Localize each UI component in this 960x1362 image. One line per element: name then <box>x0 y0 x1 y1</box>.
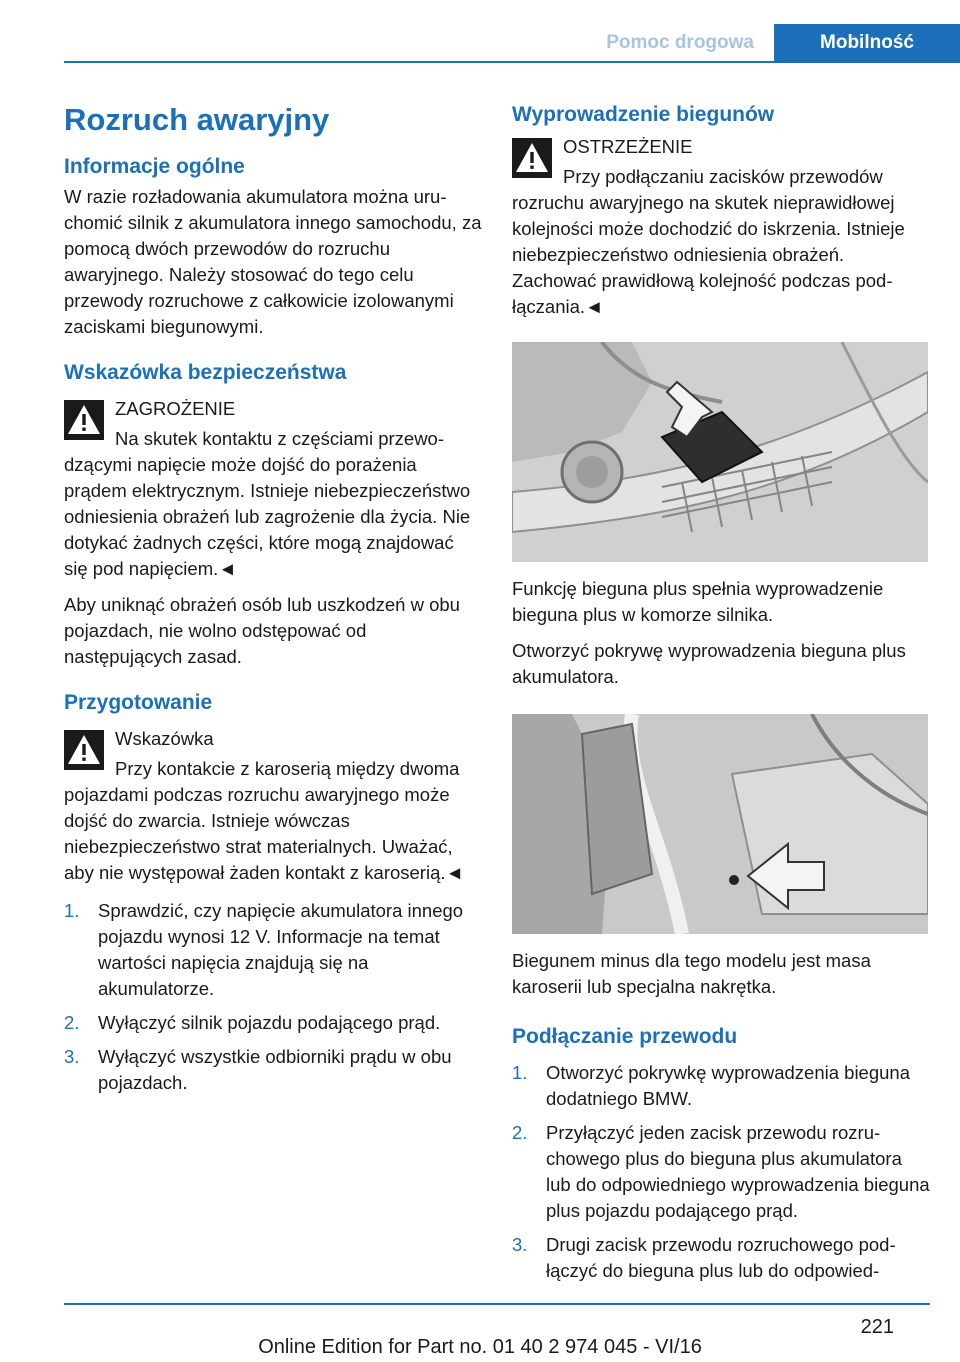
header-tabs <box>586 24 960 62</box>
edition-text: Online Edition for Part no. 01 40 2 974 045 - VI/16 <box>258 1336 702 1358</box>
footer-rule <box>64 1303 930 1305</box>
warning-text: Przy podłączaniu zacisków przewodów rozruchu awaryjnego na skutek nieprawidłowej kolejności może dochodzić do iskrzenia. Istnieje niebezpieczeństwo odniesienia obrażeń. Zachować prawidłową kolejność podczas podłączania.◄ <box>512 166 905 317</box>
page-title: Rozruch awaryjny <box>64 102 330 137</box>
open-cover-text: Otworzyć pokrywę wyprowadzenia bieguna plus akumulatora. <box>512 640 906 687</box>
page-number: 221 <box>860 1316 894 1338</box>
header-rule <box>64 61 960 63</box>
list-item: 1. Sprawdzić, czy napięcie akumulatora innego pojazdu wynosi 12 V. Informacje na temat wartości napięcia znajdują się na akumulatorze. <box>64 900 464 999</box>
danger-block <box>64 396 482 582</box>
warning-title: OSTRZEŻENIE <box>563 136 693 157</box>
note-text: Przy kontakcie z karoserią między dwoma pojazdami podczas rozruchu awaryjnego może dojść do zwarcia. Istnieje wówczas niebezpieczeństwo strat materialnych. Uważać, aby nie występował żaden kontakt z karoserią.◄ <box>64 758 464 883</box>
engine-bay-photo-plus-terminal <box>512 342 928 562</box>
safety-heading: Wskazówka bezpieczeństwa <box>64 361 347 384</box>
connect-steps <box>512 1060 930 1284</box>
left-column <box>64 96 482 1104</box>
prep-heading: Przygotowanie <box>64 691 213 714</box>
right-column <box>512 96 930 1292</box>
prep-steps <box>64 898 482 1096</box>
warning-block <box>512 134 930 320</box>
warning-triangle-icon <box>64 400 104 440</box>
danger-text: Na skutek kontaktu z częściami przewodzącymi napięcie może dojść do porażenia prądem elektrycznym. Istnieje niebezpieczeństwo odniesienia obrażeń lub zagrożenie dla życia. Nie dotykać żadnych części, które mogą znajdować się pod napięciem.◄ <box>64 428 471 579</box>
warning-triangle-icon <box>512 138 552 178</box>
list-item: 3. Drugi zacisk przewodu rozruchowego podłączyć do bieguna plus lub do odpowied- <box>512 1234 896 1281</box>
list-item: 2. Przyłączyć jeden zacisk przewodu rozruchowego plus do bieguna plus akumulatora lub do odpowiedniego wyprowadzenia bieguna plus pojazdu podającego prąd. <box>512 1122 930 1221</box>
plus-text: Funkcję bieguna plus spełnia wyprowadzenie bieguna plus w komorze silnika. <box>512 578 884 625</box>
general-heading: Informacje ogólne <box>64 155 245 178</box>
warning-triangle-icon <box>64 730 104 770</box>
general-text: W razie rozładowania akumulatora można uruchomić silnik z akumulatora innego samochodu, za pomocą dwóch przewodów do rozruchu awaryjnego. Należy stosować do tego celu przewody rozruchowe z całkowicie izolowanymi zaciskami biegunowymi. <box>64 186 482 337</box>
note-title: Wskazówka <box>115 728 214 749</box>
tab-pomoc-drogowa[interactable]: Pomoc drogowa <box>586 24 774 62</box>
list-item: 2. Wyłączyć silnik pojazdu podającego prąd. <box>64 1012 441 1033</box>
tab-mobilnosc[interactable]: Mobilność <box>774 24 960 62</box>
note-block <box>64 726 482 886</box>
list-item: 1. Otworzyć pokrywkę wyprowadzenia bieguna dodatniego BMW. <box>512 1062 911 1109</box>
avoid-text: Aby uniknąć obrażeń osób lub uszkodzeń w obu pojazdach, nie wolno odstępować od następujących zasad. <box>64 594 460 667</box>
terminals-heading: Wyprowadzenie biegunów <box>512 103 775 126</box>
danger-title: ZAGROŻENIE <box>115 398 236 419</box>
connect-heading: Podłączanie przewodu <box>512 1025 738 1048</box>
minus-text: Biegunem minus dla tego modelu jest masa karoserii lub specjalna nakrętka. <box>512 950 871 997</box>
engine-bay-photo-minus-terminal <box>512 714 928 934</box>
list-item: 3. Wyłączyć wszystkie odbiorniki prądu w obu pojazdach. <box>64 1046 452 1093</box>
